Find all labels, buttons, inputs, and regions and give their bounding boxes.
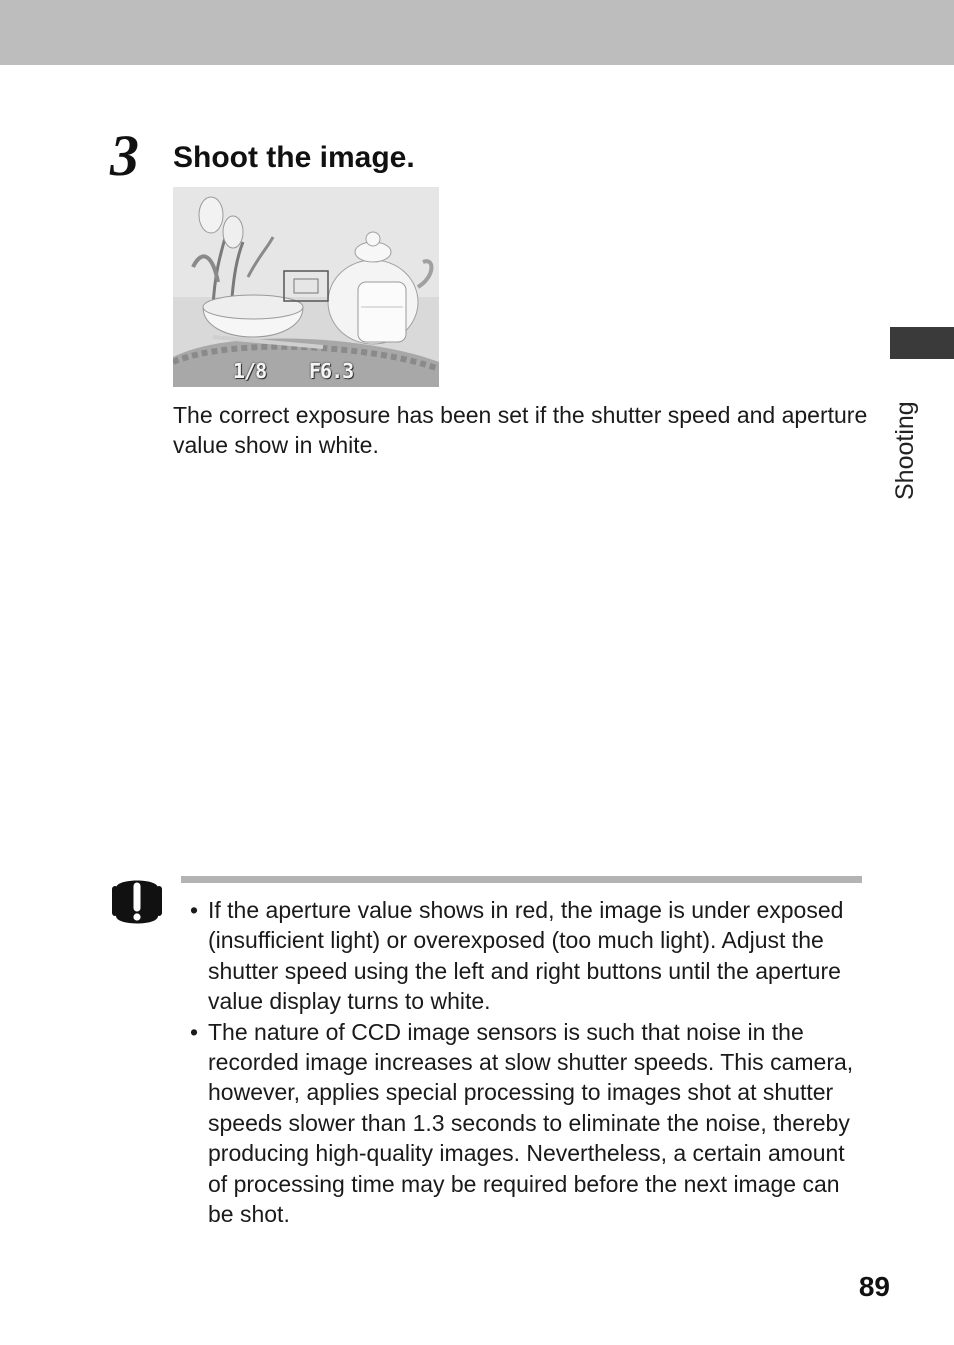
aperture-readout: F6.3 xyxy=(309,359,354,383)
exposure-caption: The correct exposure has been set if the shutter speed and aperture value show in white. xyxy=(173,402,868,458)
header-band xyxy=(0,0,954,65)
step-title: Shoot the image. xyxy=(173,141,415,174)
shutter-speed-readout: 1/8 xyxy=(233,359,267,383)
caution-divider xyxy=(181,876,862,883)
page-number: 89 xyxy=(858,1271,890,1302)
caution-note: • If the aperture value shows in red, the image is under exposed (insufficient light) or overexposed (too much light). Adjust the shutter speed using the left and right buttons until the aperture value display turns to white. xyxy=(190,895,870,1017)
lcd-preview-photo xyxy=(173,187,439,387)
caution-note: • The nature of CCD image sensors is such that noise in the recorded image increases at slow shutter speeds. This camera, however, applies special processing to images shot at shutter speeds slower than 1.3 seconds to eliminate the noise, thereby producing high-quality images. Nevertheless, a certain amount of processing time may be required before the next image can be shot. xyxy=(190,1017,870,1230)
step-number: 3 xyxy=(110,123,139,188)
caution-notes xyxy=(190,895,870,1229)
section-tab-label: Shooting xyxy=(891,401,919,500)
still-life-illustration xyxy=(173,187,439,387)
section-tab-marker xyxy=(890,327,954,359)
caution-icon xyxy=(110,874,164,930)
